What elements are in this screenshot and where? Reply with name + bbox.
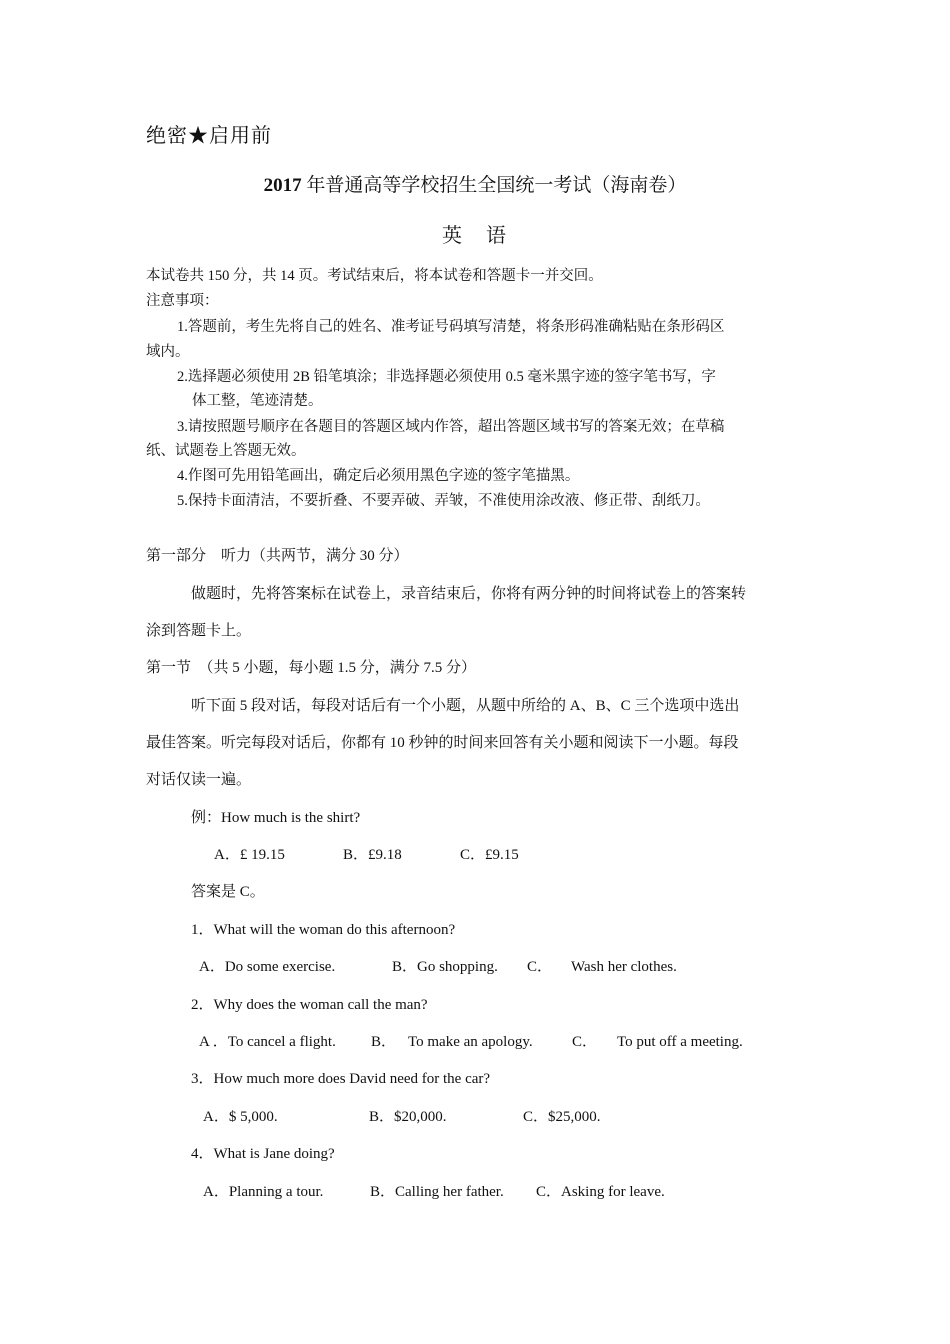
exam-title-year: 2017 [263, 175, 302, 196]
question-2-option-b-label: B． [371, 1034, 397, 1050]
subject-char-2: 语 [486, 225, 508, 247]
question-1-stem: 1．What will the woman do this afternoon? [191, 922, 456, 938]
part1-heading: 第一部分 听力（共两节，满分 30 分） [146, 548, 409, 564]
question-3-option-a: A．$ 5,000. [203, 1109, 278, 1125]
question-1-option-c-label: C． [527, 959, 553, 975]
exam-title-text: 年普通高等学校招生全国统一考试（海南卷） [301, 175, 687, 196]
part1-instructions-line-1: 做题时，先将答案标在试卷上，录音结束后，你将有两分钟的时间将试卷上的答案转 [191, 586, 747, 602]
question-4-option-a: A．Planning a tour. [203, 1184, 324, 1200]
note-2-line-1: 2.选择题必须使用 2B 铅笔填涂；非选择题必须使用 0.5 毫米黑字迹的签字笔书写，字 [177, 369, 716, 385]
note-4: 4.作图可先用铅笔画出，确定后必须用黑色字迹的签字笔描黑。 [177, 468, 580, 484]
part1-instructions-line-2: 涂到答题卡上。 [146, 623, 252, 639]
note-1-line-1: 1.答题前，考生先将自己的姓名、准考证号码填写清楚，将条形码准确粘贴在条形码区 [177, 319, 725, 335]
example-option-c: C．£9.15 [460, 847, 519, 863]
question-4-stem: 4．What is Jane doing? [191, 1146, 335, 1162]
subject-char-1: 英 [442, 225, 464, 247]
question-3-option-b: B．$20,000. [369, 1109, 447, 1125]
exam-title [0, 176, 950, 195]
question-4-option-b: B．Calling her father. [370, 1184, 504, 1200]
question-3-stem: 3．How much more does David need for the car? [191, 1071, 491, 1087]
section1-instructions-line-3: 对话仅读一遍。 [146, 772, 252, 788]
question-2-option-a: A ．To cancel a flight. [199, 1034, 336, 1050]
note-5: 5.保持卡面清洁，不要折叠、不要弄破、弄皱，不准使用涂改液、修正带、刮纸刀。 [177, 493, 710, 509]
example-option-b: B．£9.18 [343, 847, 402, 863]
note-3-line-2: 纸、试题卷上答题无效。 [146, 443, 306, 459]
note-3-line-1: 3.请按照题号顺序在各题目的答题区域内作答，超出答题区域书写的答案无效；在草稿 [177, 419, 725, 435]
classification-label: 绝密★启用前 [146, 125, 272, 147]
example-option-a: A．£ 19.15 [214, 847, 285, 863]
subject-title [0, 226, 950, 246]
example-question: 例：How much is the shirt? [191, 810, 361, 826]
question-2-option-b-text: To make an apology. [408, 1034, 533, 1050]
question-2-option-c-label: C． [572, 1034, 598, 1050]
section1-instructions-line-2: 最佳答案。听完每段对话后，你都有 10 秒钟的时间来回答有关小题和阅读下一小题。每段 [146, 735, 739, 751]
question-1-option-b: B．Go shopping. [392, 959, 498, 975]
note-1-line-2: 域内。 [146, 344, 190, 360]
section1-instructions-line-1: 听下面 5 段对话，每段对话后有一个小题，从题中所给的 A、B、C 三个选项中选出 [191, 698, 740, 714]
question-4-option-c: C．Asking for leave. [536, 1184, 665, 1200]
question-1-option-c-text: Wash her clothes. [571, 959, 677, 975]
intro-summary: 本试卷共 150 分，共 14 页。考试结束后，将本试卷和答题卡一并交回。 [146, 268, 603, 284]
question-3-option-c: C．$25,000. [523, 1109, 601, 1125]
note-2-line-2: 体工整，笔迹清楚。 [192, 393, 323, 409]
question-1-option-a: A．Do some exercise. [199, 959, 336, 975]
section1-heading: 第一节 （共 5 小题，每小题 1.5 分，满分 7.5 分） [146, 660, 477, 676]
notes-heading: 注意事项： [146, 293, 219, 309]
example-answer: 答案是 C。 [191, 884, 265, 900]
question-2-option-c-text: To put off a meeting. [617, 1034, 743, 1050]
question-2-stem: 2．Why does the woman call the man? [191, 997, 428, 1013]
